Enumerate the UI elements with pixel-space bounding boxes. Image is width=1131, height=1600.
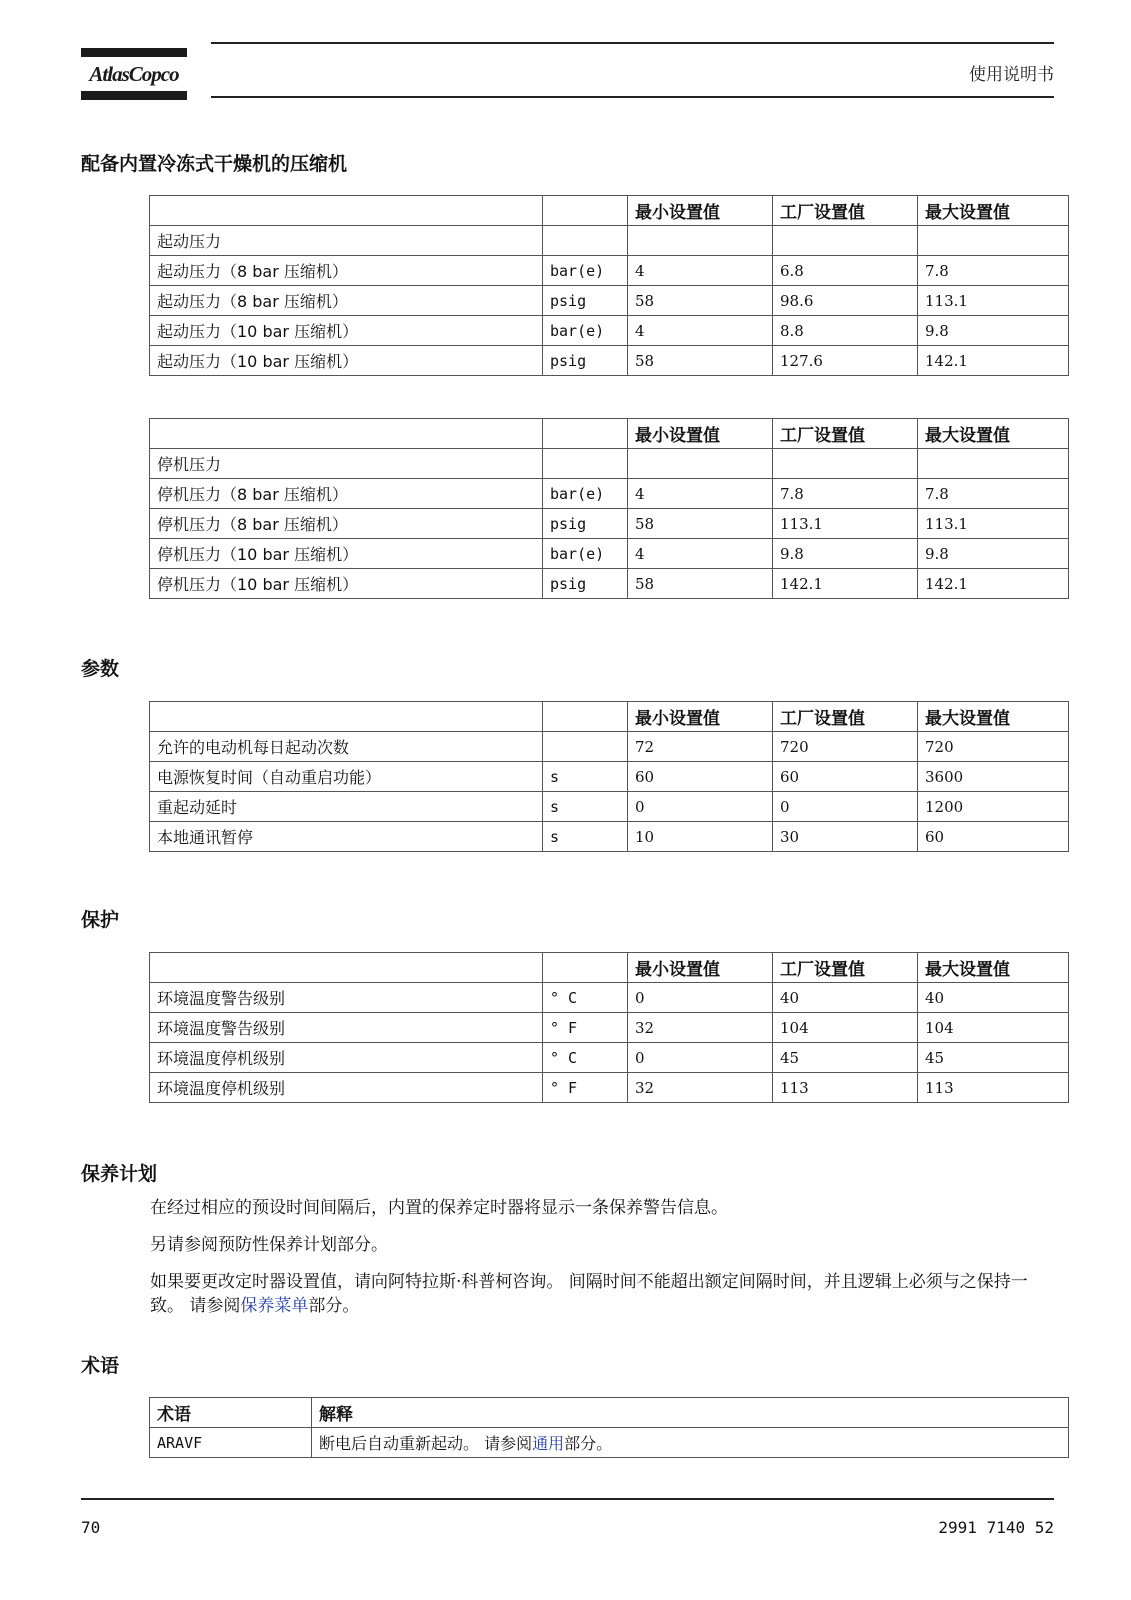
maintenance-text: 如果要更改定时器设置值，请向阿特拉斯·科普柯咨询。 间隔时间不能超出额定间隔时间，并且逻辑上必须与之保持一致。 请参阅: [150, 1272, 1028, 1316]
general-link[interactable]: 通用: [532, 1434, 565, 1453]
empty-cell: [628, 226, 773, 256]
row-max: 1200: [918, 792, 1069, 822]
row-unit: psig: [543, 569, 628, 599]
row-factory: 113: [773, 1073, 918, 1103]
table-row: [150, 983, 1069, 1013]
row-unit: psig: [543, 346, 628, 376]
row-factory: 9.8: [773, 539, 918, 569]
table-row: [150, 479, 1069, 509]
row-unit: ° C: [543, 1043, 628, 1073]
table-row: [150, 1073, 1069, 1103]
stop-pressure-table: [149, 418, 1069, 599]
logo-bottom-bar: [81, 91, 187, 100]
header-cell-name: [150, 953, 543, 983]
row-label: 停机压力（10 bar 压缩机）: [150, 569, 543, 599]
row-min: 60: [628, 762, 773, 792]
table-row: [150, 286, 1069, 316]
row-label: 电源恢复时间（自动重启功能）: [150, 762, 543, 792]
row-label: 起动压力（10 bar 压缩机）: [150, 316, 543, 346]
table-row: [150, 732, 1069, 762]
row-min: 0: [628, 1043, 773, 1073]
header-title: 使用说明书: [969, 65, 1054, 85]
row-min: 0: [628, 792, 773, 822]
table-row: [150, 1013, 1069, 1043]
header-cell-max: 最大设置值: [918, 196, 1069, 226]
maintenance-text-end: 部分。: [308, 1296, 360, 1316]
group-label: 起动压力: [150, 226, 543, 256]
header-cell-unit: [543, 953, 628, 983]
row-min: 0: [628, 983, 773, 1013]
row-max: 104: [918, 1013, 1069, 1043]
row-min: 72: [628, 732, 773, 762]
table-row: [150, 316, 1069, 346]
row-max: 142.1: [918, 346, 1069, 376]
row-factory: 45: [773, 1043, 918, 1073]
table-row: [150, 1043, 1069, 1073]
header-bottom-rule: [211, 96, 1054, 98]
table-row: [150, 256, 1069, 286]
row-label: 停机压力（10 bar 压缩机）: [150, 539, 543, 569]
row-max: 7.8: [918, 256, 1069, 286]
row-factory: 30: [773, 822, 918, 852]
table-header-row: [150, 702, 1069, 732]
start-pressure-table: [149, 195, 1069, 376]
empty-cell: [543, 449, 628, 479]
row-factory: 142.1: [773, 569, 918, 599]
table-header-row: [150, 419, 1069, 449]
table-row: [150, 792, 1069, 822]
maintenance-paragraph-1: 在经过相应的预设时间间隔后，内置的保养定时器将显示一条保养警告信息。: [150, 1198, 728, 1218]
header-cell-max: 最大设置值: [918, 953, 1069, 983]
protection-table: [149, 952, 1069, 1103]
row-label: 起动压力（8 bar 压缩机）: [150, 286, 543, 316]
row-max: 7.8: [918, 479, 1069, 509]
header-cell-unit: [543, 702, 628, 732]
table-row: [150, 226, 1069, 256]
header-cell-description: 解释: [312, 1398, 1069, 1428]
term-cell: [150, 1428, 312, 1458]
row-factory: 60: [773, 762, 918, 792]
row-max: 113.1: [918, 286, 1069, 316]
logo-top-bar: [81, 48, 187, 57]
row-factory: 40: [773, 983, 918, 1013]
row-unit: bar(e): [543, 539, 628, 569]
parameters-table: [149, 701, 1069, 852]
section-title-parameters: 参数: [81, 658, 120, 680]
row-min: 4: [628, 479, 773, 509]
empty-cell: [543, 226, 628, 256]
row-label: 停机压力（8 bar 压缩机）: [150, 509, 543, 539]
row-label: 允许的电动机每日起动次数: [150, 732, 543, 762]
row-unit: bar(e): [543, 256, 628, 286]
row-factory: 7.8: [773, 479, 918, 509]
service-menu-link[interactable]: 保养菜单: [240, 1296, 309, 1316]
header-cell-max: 最大设置值: [918, 702, 1069, 732]
row-unit: s: [543, 762, 628, 792]
row-label: 环境温度警告级别: [150, 983, 543, 1013]
table-row: [150, 509, 1069, 539]
row-factory: 6.8: [773, 256, 918, 286]
header-cell-unit: [543, 196, 628, 226]
row-factory: 127.6: [773, 346, 918, 376]
header-cell-min: 最小设置值: [628, 702, 773, 732]
header-cell-factory: 工厂设置值: [773, 702, 918, 732]
table-row: [150, 569, 1069, 599]
row-unit: bar(e): [543, 316, 628, 346]
row-factory: 0: [773, 792, 918, 822]
section-title-terms: 术语: [81, 1355, 120, 1377]
table-row: [150, 346, 1069, 376]
row-max: 60: [918, 822, 1069, 852]
header-top-rule: [211, 42, 1054, 44]
term-text: ARAVF: [157, 1434, 203, 1452]
header-cell-min: 最小设置值: [628, 419, 773, 449]
row-label: 停机压力（8 bar 压缩机）: [150, 479, 543, 509]
row-unit: [543, 732, 628, 762]
document-number: 2991 7140 52: [938, 1518, 1054, 1537]
row-label: 环境温度停机级别: [150, 1073, 543, 1103]
table-row: [150, 539, 1069, 569]
row-factory: 104: [773, 1013, 918, 1043]
empty-cell: [918, 226, 1069, 256]
row-label: 本地通讯暂停: [150, 822, 543, 852]
row-max: 45: [918, 1043, 1069, 1073]
description-text: 断电后自动重新起动。 请参阅: [319, 1434, 533, 1453]
row-unit: ° F: [543, 1073, 628, 1103]
header-cell-name: [150, 702, 543, 732]
table-header-row: [150, 196, 1069, 226]
row-max: 113.1: [918, 509, 1069, 539]
table-row: [150, 822, 1069, 852]
header-cell-factory: 工厂设置值: [773, 196, 918, 226]
row-min: 58: [628, 509, 773, 539]
terms-table: [149, 1397, 1069, 1458]
row-label: 环境温度停机级别: [150, 1043, 543, 1073]
row-max: 3600: [918, 762, 1069, 792]
row-factory: 720: [773, 732, 918, 762]
row-min: 32: [628, 1013, 773, 1043]
row-max: 40: [918, 983, 1069, 1013]
section-title-dryer-compressor: 配备内置冷冻式干燥机的压缩机: [81, 153, 348, 175]
table-header-row: [150, 953, 1069, 983]
section-title-protection: 保护: [81, 909, 120, 931]
page-number: 70: [81, 1518, 101, 1537]
header-cell-max: 最大设置值: [918, 419, 1069, 449]
section-title-maintenance: 保养计划: [81, 1163, 158, 1185]
header-cell-min: 最小设置值: [628, 196, 773, 226]
row-max: 9.8: [918, 316, 1069, 346]
row-max: 142.1: [918, 569, 1069, 599]
row-max: 720: [918, 732, 1069, 762]
row-factory: 8.8: [773, 316, 918, 346]
row-max: 9.8: [918, 539, 1069, 569]
row-label: 环境温度警告级别: [150, 1013, 543, 1043]
row-min: 10: [628, 822, 773, 852]
row-unit: psig: [543, 286, 628, 316]
group-label: 停机压力: [150, 449, 543, 479]
row-label: 起动压力（10 bar 压缩机）: [150, 346, 543, 376]
row-min: 32: [628, 1073, 773, 1103]
row-min: 58: [628, 346, 773, 376]
empty-cell: [628, 449, 773, 479]
header-cell-factory: 工厂设置值: [773, 419, 918, 449]
header-cell-factory: 工厂设置值: [773, 953, 918, 983]
row-min: 4: [628, 316, 773, 346]
row-min: 4: [628, 539, 773, 569]
header-cell-name: [150, 419, 543, 449]
row-min: 58: [628, 286, 773, 316]
table-row: [150, 762, 1069, 792]
footer-rule: [81, 1498, 1054, 1500]
row-unit: s: [543, 822, 628, 852]
description-cell: [312, 1428, 1069, 1458]
row-min: 58: [628, 569, 773, 599]
logo-wordmark: AtlasCopco: [89, 62, 179, 86]
empty-cell: [918, 449, 1069, 479]
row-label: 重起动延时: [150, 792, 543, 822]
header-cell-min: 最小设置值: [628, 953, 773, 983]
table-row: [150, 1428, 1069, 1458]
table-row: [150, 449, 1069, 479]
row-min: 4: [628, 256, 773, 286]
row-unit: bar(e): [543, 479, 628, 509]
empty-cell: [773, 226, 918, 256]
maintenance-paragraph-2: 另请参阅预防性保养计划部分。: [150, 1235, 388, 1255]
table-header-row: [150, 1398, 1069, 1428]
row-unit: s: [543, 792, 628, 822]
row-unit: ° C: [543, 983, 628, 1013]
row-factory: 98.6: [773, 286, 918, 316]
maintenance-paragraph-3: [150, 1270, 1055, 1318]
header-cell-unit: [543, 419, 628, 449]
row-unit: psig: [543, 509, 628, 539]
header-cell-term: 术语: [150, 1398, 312, 1428]
empty-cell: [773, 449, 918, 479]
row-factory: 113.1: [773, 509, 918, 539]
row-max: 113: [918, 1073, 1069, 1103]
header-cell-name: [150, 196, 543, 226]
row-label: 起动压力（8 bar 压缩机）: [150, 256, 543, 286]
row-unit: ° F: [543, 1013, 628, 1043]
atlas-copco-logo: [81, 48, 187, 100]
description-text-end: 部分。: [564, 1434, 613, 1453]
